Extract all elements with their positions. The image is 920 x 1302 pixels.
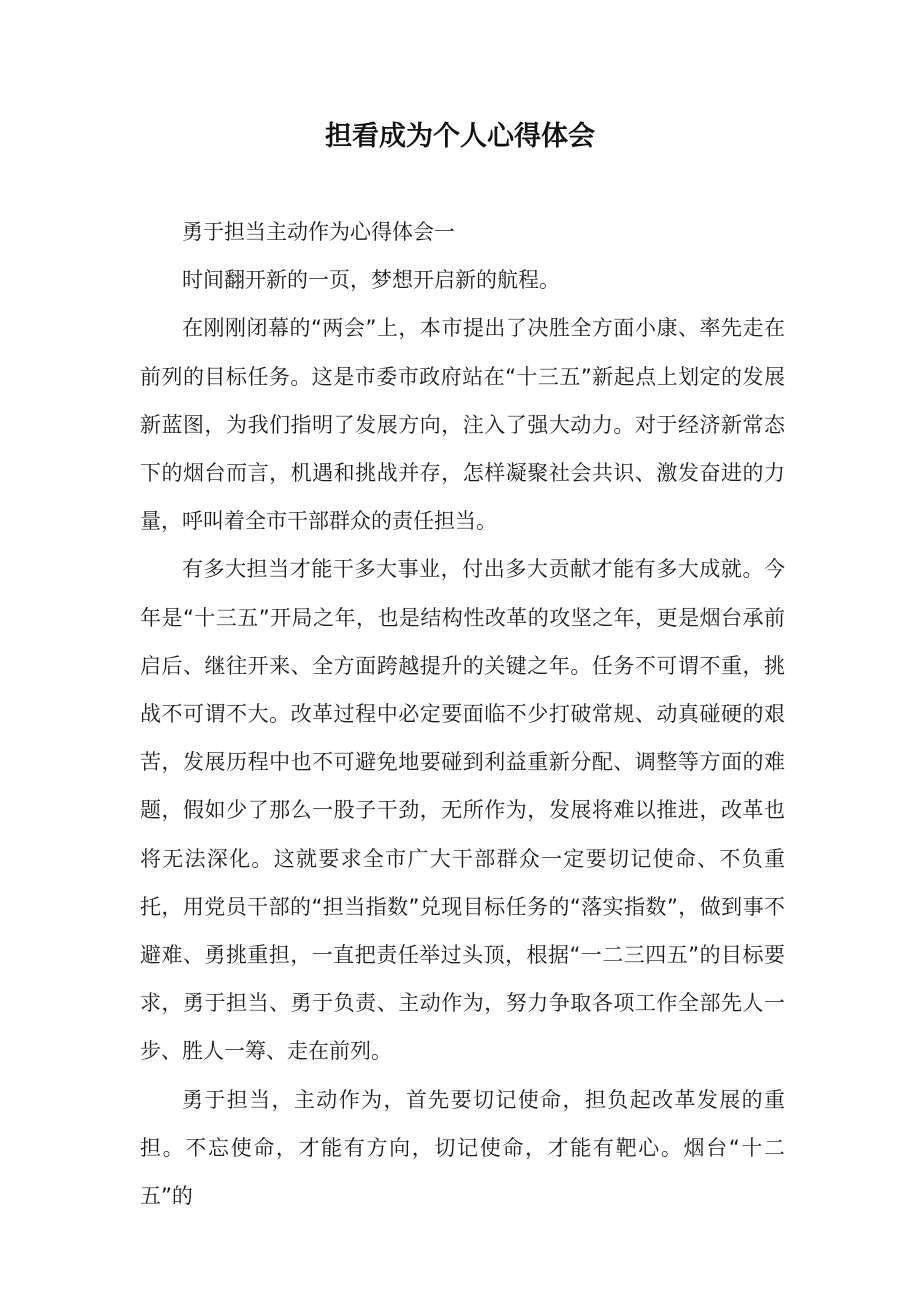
document-title: 担看成为个人心得体会 bbox=[325, 121, 595, 152]
paragraph-opening: 时间翻开新的一页，梦想开启新的航程。 bbox=[182, 268, 560, 293]
paragraph-subtitle: 勇于担当主动作为心得体会一 bbox=[182, 220, 455, 244]
paragraph-responsibility: 有多大担当才能干多大事业，付出多大贡献才能有多大成就。今年是“十三五”开局之年，也是结构性改革的攻坚之年，更是烟台承前启后、继往开来、全方面跨越提升的关键之年。任务不可谓不重，挑战不可谓不大。改革过程中必定要面临不少打破常规、动真碰硬的艰苦，发展历程中也不可避免地要碰到利益重新分配、调整等方面的难题，假如少了那么一股子干劲，无所作为，发展将难以推进，改革也将无法深化。这就要求全市广大干部群众一定要切记使命、不负重托，用党员干部的“担当指数”兑现目标任务的“落实指数”，做到事不避难、勇挑重担，一直把责任举过头顶，根据“一二三四五”的目标要求，勇于担当、勇于负责、主动作为，努力争取各项工作全部先人一步、胜人一筹、走在前列。 bbox=[140, 557, 785, 1064]
document-body bbox=[140, 208, 785, 1220]
paragraph-two-sessions: 在刚刚闭幕的“两会”上，本市提出了决胜全方面小康、率先走在前列的目标任务。这是市委市政府站在“十三五”新起点上划定的发展新蓝图，为我们指明了发展方向，注入了强大动力。对于经济新常态下的烟台而言，机遇和挑战并存，怎样凝聚社会共识、激发奋进的力量，呼叫着全市干部群众的责任担当。 bbox=[140, 316, 785, 534]
paragraph-mission: 勇于担当，主动作为，首先要切记使命，担负起改革发展的重担。不忘使命，才能有方向，切记使命，才能有靶心。烟台“十二五”的 bbox=[140, 1087, 785, 1209]
